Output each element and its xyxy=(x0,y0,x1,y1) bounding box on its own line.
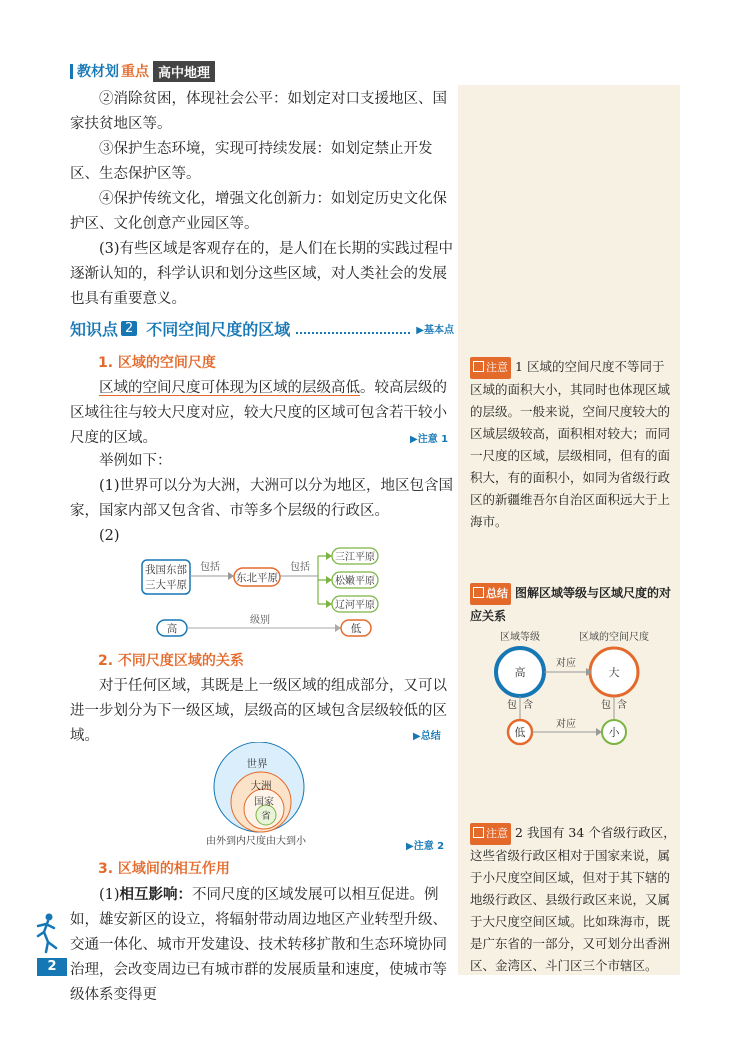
contain-l-b: 含 xyxy=(523,700,533,711)
level-world: 世界 xyxy=(246,758,268,770)
small-label: 小 xyxy=(608,726,620,739)
paragraph-2: ③保护生态环境，实现可持续发展：如划定禁止开发区、生态保护区等。 xyxy=(70,141,433,182)
summary-title: 图解区域等级与区域尺度的对应关系 xyxy=(470,586,672,623)
summary-ref: ▶总结 xyxy=(413,731,441,742)
bracket-head-1 xyxy=(326,552,332,560)
summary-badge: 总结 xyxy=(470,583,511,605)
bracket-head-2 xyxy=(326,576,332,584)
header-brand-accent: 重点 xyxy=(121,64,149,80)
example-1: (1)世界可以分为大洲，大洲可以分为地区，地区包含国家，国家内部又包含省、市等多个层级的行政区。 xyxy=(70,478,454,519)
note-icon xyxy=(473,827,484,838)
plain-label-3: 辽河平原 xyxy=(335,600,375,611)
note-1-num: 1 xyxy=(515,359,523,374)
note-2-badge: 注意 xyxy=(470,823,511,845)
note-1-badge: 注意 xyxy=(470,357,511,379)
note-2 xyxy=(470,822,676,977)
running-header xyxy=(70,62,215,80)
section-title: 不同空间尺度的区域 xyxy=(146,319,291,339)
interaction-paragraph xyxy=(70,882,454,1008)
paragraph-4: (3)有些区域是客观存在的，是人们在长期的实践过程中逐渐认知的，科学认识和划分这些区域，对人类社会的发展也具有重要意义。 xyxy=(70,241,454,307)
interaction-bold: 相互影响： xyxy=(119,886,193,903)
low-label: 低 xyxy=(350,623,362,635)
col-right: 区域的空间尺度 xyxy=(579,632,649,643)
note-1-text: 区域的空间尺度不等同于区域的面积大小，其同时也体现区域的层级。一般来说，空间尺度较大的区域层级较高，面积相对较大；而同一尺度的区域，层级相同，但有的面积大，有的面积小，如同为省级行政区的新疆维吾尔自治区面积远大于上海市。 xyxy=(470,359,671,529)
nested-regions-diagram xyxy=(200,742,320,852)
rel-1: 对应 xyxy=(556,658,576,669)
summary-box xyxy=(470,582,676,627)
relation-paragraph: 对于任何区域，其既是上一级区域的组成部分，又可以进一步划分为下一级区域，层级高的区域包含层级较低的区域。 xyxy=(70,678,447,744)
header-subject: 高中地理 xyxy=(153,61,215,82)
big-label: 大 xyxy=(608,666,620,679)
note-1-ref: ▶注意 1 xyxy=(410,434,449,445)
rel-2: 对应 xyxy=(556,719,576,730)
interaction-text: 不同尺度的区域发展可以相互促进。例如，雄安新区的设立，将辐射带动周边地区产业转型升级、交通一体化、城市开发建设、技术转移扩散和生态环境协同治理，会改变周边已有城市群的发展质量和速度，使城市等级体系变得更 xyxy=(70,887,447,1003)
section-prefix: 知识点 xyxy=(70,319,119,339)
level-scale-diagram xyxy=(482,628,662,748)
paragraph-3: ④保护传统文化，增强文化创新力：如划定历史文化保护区、文化创意产业园区等。 xyxy=(70,191,447,232)
col-left: 区域等级 xyxy=(500,632,540,643)
section-number: 2 xyxy=(121,321,137,336)
section-dots xyxy=(296,322,410,334)
header-brand: 教材划 xyxy=(77,64,119,80)
scale-head xyxy=(335,624,341,632)
source-label-2: 三大平原 xyxy=(145,579,187,591)
note-icon xyxy=(473,361,484,372)
bracket-head-3 xyxy=(326,600,332,608)
rel-label-2: 包括 xyxy=(290,562,310,573)
high-label: 高 xyxy=(514,666,526,679)
scale-paragraph-rest: 。较高层级的区域往往与较大尺度对应，较大尺度的区域可包含若干较小尺度的区域。 xyxy=(70,380,447,446)
subheading-2: 2. 不同尺度区域的关系 xyxy=(98,653,244,669)
contain-r-a: 包 xyxy=(601,700,611,711)
bracket xyxy=(318,556,326,604)
page-number: 2 xyxy=(37,958,67,976)
interaction-prefix: (1) xyxy=(99,887,120,903)
subheading-1: 1. 区域的空间尺度 xyxy=(98,355,216,371)
contain-l-a: 包 xyxy=(507,700,517,711)
high-label: 高 xyxy=(166,623,178,635)
region-hierarchy-diagram xyxy=(130,540,400,642)
low-label: 低 xyxy=(514,726,526,739)
contain-r-b: 含 xyxy=(617,700,627,711)
level-province: 省 xyxy=(261,811,271,822)
plain-label-2: 松嫩平原 xyxy=(335,576,375,587)
note-2-num: 2 xyxy=(515,825,523,840)
source-label-1: 我国东部 xyxy=(145,564,187,576)
note-1 xyxy=(470,356,676,533)
note-2-text: 我国有 34 个省级行政区，这些省级行政区相对于国家来说，属于小尺度空间区域，但对于其下辖的地级行政区、县级行政区来说，又属于大尺度空间区域。比如珠海市，既是广东省的一部分，又可划分出香洲区、金湾区、斗门区三个市辖区。 xyxy=(470,825,676,973)
level-continent: 大洲 xyxy=(250,780,272,792)
arrow-1-head xyxy=(228,572,234,580)
mid-label: 东北平原 xyxy=(236,572,278,584)
key-sentence: 区域的空间尺度可体现为区域的层级高低 xyxy=(99,380,360,396)
plain-label-1: 三江平原 xyxy=(335,552,375,563)
summary-icon xyxy=(473,587,484,598)
scale-paragraph xyxy=(70,376,454,451)
rel-label-1: 包括 xyxy=(200,562,220,573)
runner-figure xyxy=(32,912,62,954)
note-2-ref: ▶注意 2 xyxy=(406,841,445,852)
header-bar xyxy=(70,64,73,79)
scale-label: 级别 xyxy=(250,615,270,626)
level-country: 国家 xyxy=(254,797,274,808)
section-tag: ▶基本点 xyxy=(416,324,454,336)
section-heading xyxy=(70,316,454,340)
example-2: (2) xyxy=(99,528,120,544)
example-intro: 举例如下： xyxy=(99,453,172,469)
subheading-3: 3. 区域间的相互作用 xyxy=(98,861,230,877)
paragraph-1: ②消除贫困，体现社会公平：如划定对口支援地区、国家扶贫地区等。 xyxy=(70,91,447,132)
nested-caption: 由外到内尺度由大到小 xyxy=(206,836,306,847)
